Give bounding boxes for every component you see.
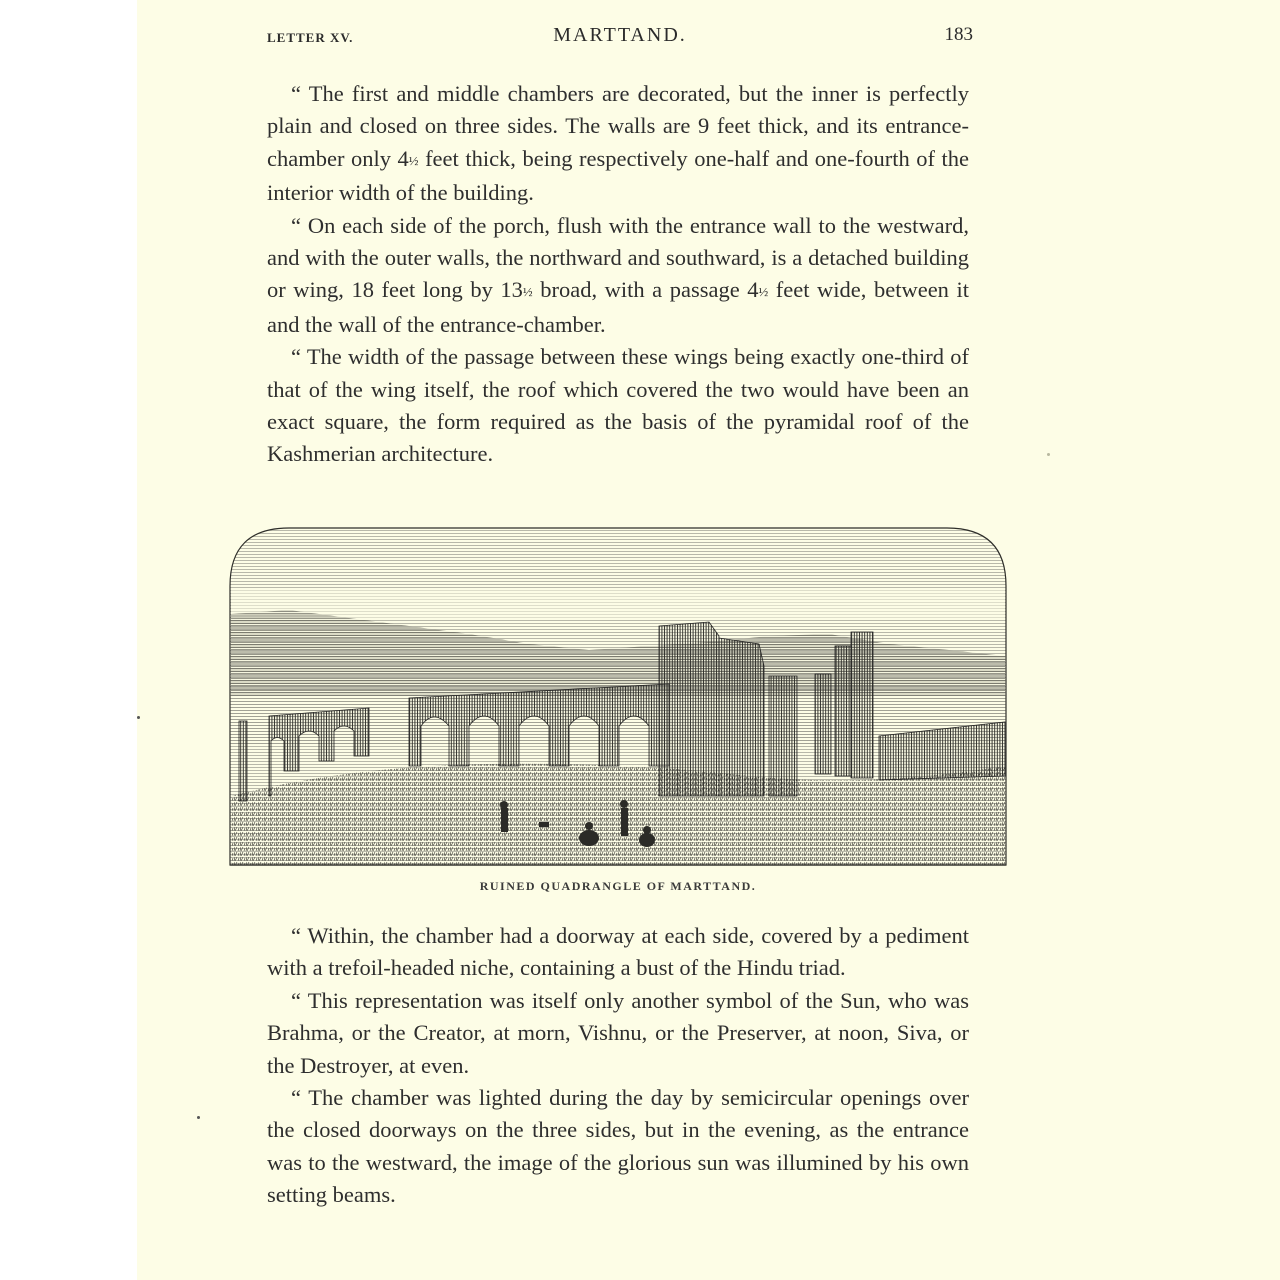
paragraph: “ The first and middle chambers are decorated, but the inner is perfectly plain and closed on three sides. The walls are 9 feet thick, and its entrance-chamber only 4½ feet thick, being respectively one-half and one-fourth of the interior width of the building. [267, 81, 969, 206]
paragraph: “ This representation was itself only another symbol of the Sun, who was Brahma, or the Creator, at morn, Vishnu, or the Preserver, at noon, Siva, or the Destroyer, at even. [267, 987, 969, 1078]
ruins-engraving [229, 526, 1007, 866]
paragraph: “ On each side of the porch, flush with the entrance wall to the westward, and with the outer walls, the northward and southward, is a detached building or wing, 18 feet long by 13½ broad, with a passage 4½ feet wide, between it and the wall of the entrance-chamber. [267, 212, 969, 337]
body-text-top [267, 78, 969, 471]
paragraph: “ The chamber was lighted during the day by semicircular openings over the closed doorways on the three sides, but in the evening, as the entrance was to the westward, the image of the glorious sun was illumined by his own setting beams. [267, 1085, 969, 1208]
chapter-title: MARTTAND. [553, 24, 687, 46]
book-page [137, 0, 1280, 1280]
running-header [267, 24, 973, 54]
paragraph: “ The width of the passage between these wings being exactly one-third of that of the wing itself, the roof which covered the two would have been an exact square, the form required as the basis of the pyramidal roof of the Kashmerian architecture. [267, 344, 969, 467]
figure-caption: RUINED QUADRANGLE OF MARTTAND. [479, 879, 757, 893]
paper-speck [197, 1116, 200, 1119]
paper-speck [137, 716, 140, 719]
letter-number: LETTER XV. [267, 30, 354, 45]
paragraph: “ Within, the chamber had a doorway at each side, covered by a pediment with a trefoil-headed niche, containing a bust of the Hindu triad. [267, 923, 969, 981]
body-text-bottom [267, 920, 969, 1212]
paper-speck [1047, 453, 1050, 456]
engraving-illustration [229, 526, 1007, 866]
page-number: 183 [944, 24, 973, 45]
